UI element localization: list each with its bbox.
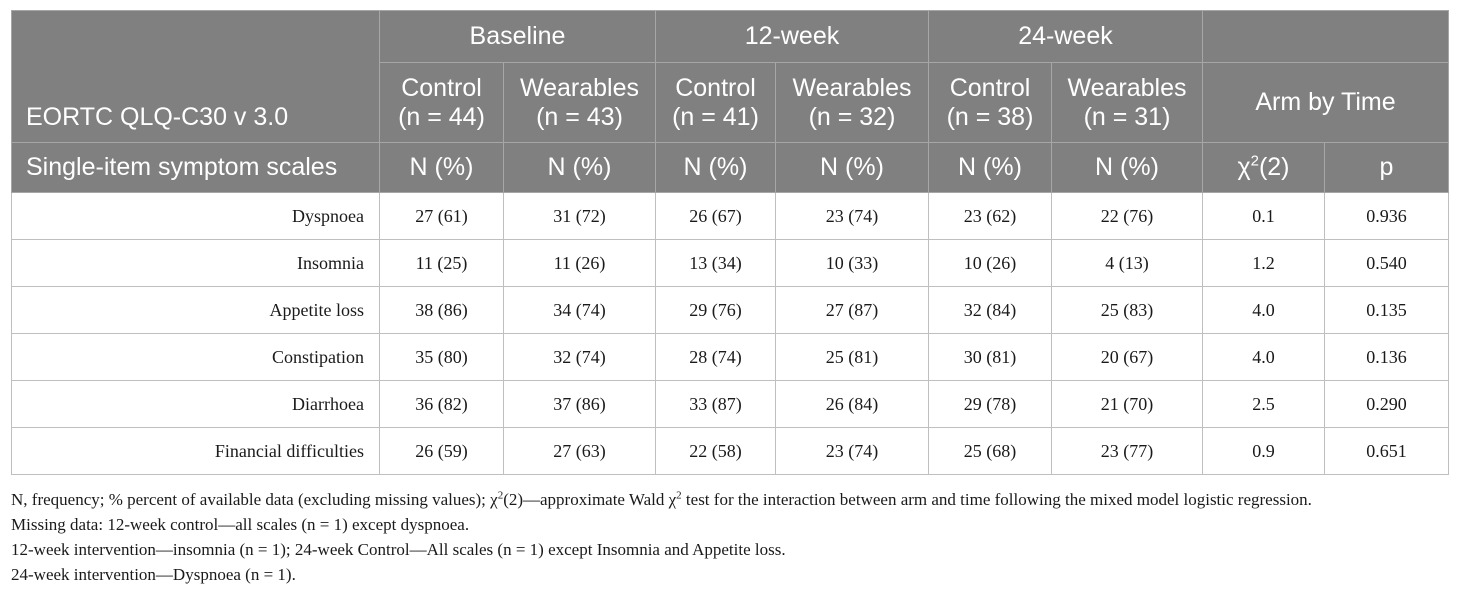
time-group-baseline: Baseline — [380, 11, 656, 63]
symptom-scales-table — [11, 10, 1449, 475]
stat-header-n-pct: N (%) — [776, 143, 929, 193]
scale-name: Financial difficulties — [12, 428, 380, 475]
time-group-12-week: 12-week — [656, 11, 929, 63]
footnote-missing-data: Missing data: 12-week control—all scales (n = 1) except dyspnoea. — [11, 515, 470, 534]
scale-name: Diarrhoea — [12, 381, 380, 428]
arm-header-baseline-control: Control (n = 44) — [380, 63, 504, 143]
stat-header-n-pct: N (%) — [1052, 143, 1203, 193]
cell-p-value: 0.540 — [1325, 240, 1449, 287]
cell-value: 26 (59) — [380, 428, 504, 475]
cell-value: 23 (77) — [1052, 428, 1203, 475]
footnote-missing-data-2: 12-week intervention—insomnia (n = 1); 24-week Control—All scales (n = 1) except Insomnia and Appetite loss. — [11, 540, 786, 559]
table-row — [12, 428, 1449, 475]
footnote-abbreviations: N, frequency; % percent of available data (excluding missing values); $\chi^2(2)—approximate$ Wald $\chi^2$ test for the interaction between arm and time following the mixed model logistic regression. — [11, 489, 1312, 509]
cell-value: 23 (74) — [776, 428, 929, 475]
cell-value: 29 (76) — [656, 287, 776, 334]
header-row-time-groups — [12, 11, 1449, 63]
scale-name: Appetite loss — [12, 287, 380, 334]
cell-value: 23 (62) — [929, 193, 1052, 240]
cell-value: 11 (26) — [504, 240, 656, 287]
table-row — [12, 193, 1449, 240]
results-table-container — [11, 10, 1449, 475]
arm-by-time-header: Arm by Time — [1203, 63, 1449, 143]
stat-header-chi-square: $\chi^2(2)$ — [1203, 143, 1325, 193]
table-row — [12, 334, 1449, 381]
cell-value: 38 (86) — [380, 287, 504, 334]
arm-header-baseline-wearables: Wearables (n = 43) — [504, 63, 656, 143]
cell-chi-square: 2.5 — [1203, 381, 1325, 428]
cell-value: 34 (74) — [504, 287, 656, 334]
scale-name: Constipation — [12, 334, 380, 381]
cell-p-value: 0.136 — [1325, 334, 1449, 381]
cell-value: 27 (63) — [504, 428, 656, 475]
cell-value: 37 (86) — [504, 381, 656, 428]
cell-value: 32 (74) — [504, 334, 656, 381]
stat-header-p: p — [1325, 143, 1449, 193]
cell-value: 30 (81) — [929, 334, 1052, 381]
cell-chi-square: 4.0 — [1203, 334, 1325, 381]
table-row — [12, 240, 1449, 287]
arm-header-12wk-control: Control (n = 41) — [656, 63, 776, 143]
cell-p-value: 0.651 — [1325, 428, 1449, 475]
section-label: Single-item symptom scales — [12, 143, 380, 193]
cell-chi-square: 1.2 — [1203, 240, 1325, 287]
cell-value: 33 (87) — [656, 381, 776, 428]
cell-value: 13 (34) — [656, 240, 776, 287]
cell-value: 25 (68) — [929, 428, 1052, 475]
cell-value: 35 (80) — [380, 334, 504, 381]
cell-value: 25 (83) — [1052, 287, 1203, 334]
scale-name: Dyspnoea — [12, 193, 380, 240]
cell-value: 26 (84) — [776, 381, 929, 428]
time-group-blank — [1203, 11, 1449, 63]
cell-chi-square: 4.0 — [1203, 287, 1325, 334]
arm-header-24wk-wearables: Wearables (n = 31) — [1052, 63, 1203, 143]
cell-chi-square: 0.9 — [1203, 428, 1325, 475]
cell-value: 21 (70) — [1052, 381, 1203, 428]
cell-value: 32 (84) — [929, 287, 1052, 334]
cell-value: 31 (72) — [504, 193, 656, 240]
cell-value: 25 (81) — [776, 334, 929, 381]
cell-value: 27 (87) — [776, 287, 929, 334]
time-group-24-week: 24-week — [929, 11, 1203, 63]
arm-header-24wk-control: Control (n = 38) — [929, 63, 1052, 143]
header-row-stats — [12, 143, 1449, 193]
row-header-title: EORTC QLQ-C30 v 3.0 — [12, 11, 380, 143]
cell-value: 29 (78) — [929, 381, 1052, 428]
stat-header-n-pct: N (%) — [929, 143, 1052, 193]
cell-p-value: 0.936 — [1325, 193, 1449, 240]
cell-value: 10 (33) — [776, 240, 929, 287]
cell-value: 22 (76) — [1052, 193, 1203, 240]
cell-value: 36 (82) — [380, 381, 504, 428]
cell-p-value: 0.135 — [1325, 287, 1449, 334]
cell-value: 22 (58) — [656, 428, 776, 475]
cell-value: 27 (61) — [380, 193, 504, 240]
arm-header-12wk-wearables: Wearables (n = 32) — [776, 63, 929, 143]
scale-name: Insomnia — [12, 240, 380, 287]
cell-value: 28 (74) — [656, 334, 776, 381]
cell-value: 4 (13) — [1052, 240, 1203, 287]
stat-header-n-pct: N (%) — [380, 143, 504, 193]
cell-value: 11 (25) — [380, 240, 504, 287]
cell-value: 10 (26) — [929, 240, 1052, 287]
cell-value: 26 (67) — [656, 193, 776, 240]
cell-p-value: 0.290 — [1325, 381, 1449, 428]
footnote-missing-data-3: 24-week intervention—Dyspnoea (n = 1). — [11, 565, 296, 584]
stat-header-n-pct: N (%) — [504, 143, 656, 193]
cell-value: 20 (67) — [1052, 334, 1203, 381]
cell-chi-square: 0.1 — [1203, 193, 1325, 240]
table-row — [12, 287, 1449, 334]
table-footnotes — [11, 487, 1451, 587]
stat-header-n-pct: N (%) — [656, 143, 776, 193]
table-row — [12, 381, 1449, 428]
cell-value: 23 (74) — [776, 193, 929, 240]
